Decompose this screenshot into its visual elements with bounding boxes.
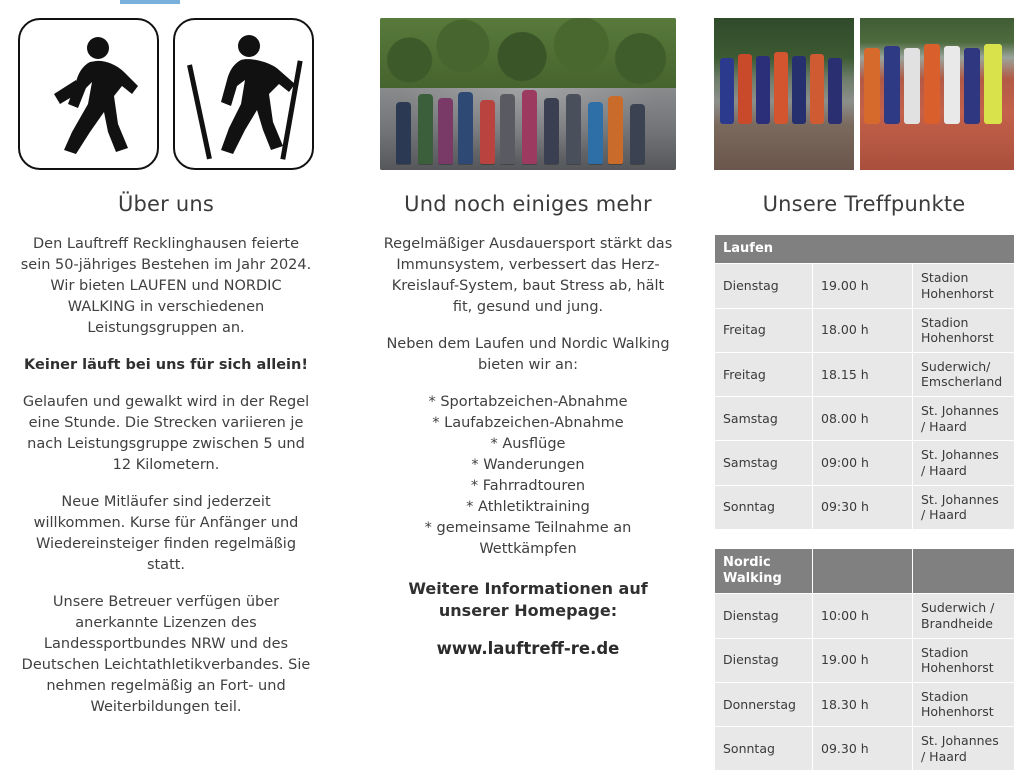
homepage-url[interactable]: www.lauftreff-re.de	[436, 639, 620, 659]
table-row	[715, 308, 1015, 352]
cell-time: 18.15 h	[813, 352, 913, 396]
cell-day: Dienstag	[715, 264, 813, 308]
cell-day: Sonntag	[715, 485, 813, 529]
column-meeting-points	[714, 0, 1014, 771]
running-person-icon	[18, 18, 159, 170]
offer-item: * Laufabzeichen-Abnahme	[432, 415, 624, 432]
cell-time: 09:30 h	[813, 485, 913, 529]
table-row	[715, 727, 1015, 771]
offer-item: * gemeinsame Teilnahme an Wettkämpfen	[424, 520, 632, 558]
homepage-cta: Weitere Informationen auf unserer Homepage:	[408, 579, 648, 620]
cell-time: 19.00 h	[813, 264, 913, 308]
nordic-walking-person-icon	[173, 18, 314, 170]
about-text	[18, 234, 314, 718]
about-paragraph-1: Den Lauftreff Recklinghausen feierte sein 50-jähriges Bestehen im Jahr 2024. Wir bieten LAUFEN und NORDIC WALKING in verschiedenen Leistungsgruppen an.	[20, 236, 312, 337]
table-row	[715, 264, 1015, 308]
table-header-spacer-location	[913, 548, 1015, 594]
photo-running-group	[380, 18, 676, 170]
column-more	[380, 0, 676, 658]
cell-location: Stadion Hohenhorst	[913, 682, 1015, 726]
cell-time: 18.00 h	[813, 308, 913, 352]
table-nordic-walking	[714, 548, 1015, 771]
offer-item: * Sportabzeichen-Abnahme	[428, 394, 628, 411]
table-row	[715, 397, 1015, 441]
cell-day: Donnerstag	[715, 682, 813, 726]
table-title-nordic-walking: Nordic Walking	[715, 548, 813, 594]
cell-time: 09:00 h	[813, 441, 913, 485]
about-paragraph-2: Gelaufen und gewalkt wird in der Regel eine Stunde. Die Strecken variieren je nach Leistungsgruppe zwischen 5 und 12 Kilometern.	[22, 394, 310, 474]
cell-day: Freitag	[715, 352, 813, 396]
table-row	[715, 638, 1015, 682]
table-row	[715, 352, 1015, 396]
cell-day: Dienstag	[715, 594, 813, 638]
offer-item: * Athletiktraining	[466, 499, 590, 516]
offer-item: * Ausflüge	[490, 436, 566, 453]
cell-location: St. Johannes / Haard	[913, 441, 1015, 485]
table-row	[715, 682, 1015, 726]
cell-day: Samstag	[715, 397, 813, 441]
page-title-more: Und noch einiges mehr	[404, 192, 652, 216]
cell-time: 08.00 h	[813, 397, 913, 441]
cell-location: St. Johannes / Haard	[913, 485, 1015, 529]
cell-time: 19.00 h	[813, 638, 913, 682]
table-row	[715, 485, 1015, 529]
offer-item: * Wanderungen	[471, 457, 585, 474]
cell-location: Stadion Hohenhorst	[913, 638, 1015, 682]
table-laufen	[714, 234, 1015, 530]
cell-time: 18.30 h	[813, 682, 913, 726]
table-row	[715, 594, 1015, 638]
page-title-about: Über uns	[117, 192, 215, 216]
table-row	[715, 441, 1015, 485]
table-title-laufen: Laufen	[715, 235, 1015, 264]
offer-item: * Fahrradtouren	[470, 478, 586, 495]
offers-list	[380, 392, 676, 560]
page-title-meeting-points: Unsere Treffpunkte	[762, 192, 966, 216]
cell-day: Samstag	[715, 441, 813, 485]
table-header-row	[715, 548, 1015, 594]
cell-location: St. Johannes / Haard	[913, 727, 1015, 771]
table-header-row	[715, 235, 1015, 264]
cell-time: 10:00 h	[813, 594, 913, 638]
photo-pair	[714, 18, 1014, 170]
cell-location: Stadion Hohenhorst	[913, 264, 1015, 308]
icon-tiles	[18, 18, 314, 170]
more-intro: Regelmäßiger Ausdauersport stärkt das Immunsystem, verbessert das Herz-Kreislauf-System, baut Stress ab, hält fit, gesund und jung.	[383, 236, 673, 316]
cell-location: Suderwich/ Emscherland	[913, 352, 1015, 396]
cell-day: Sonntag	[715, 727, 813, 771]
photo-team-group	[714, 18, 854, 170]
column-about	[18, 0, 314, 734]
about-slogan: Keiner läuft bei uns für sich allein!	[24, 357, 308, 374]
photo-team-track	[860, 18, 1014, 170]
about-paragraph-3: Neue Mitläufer sind jederzeit willkommen. Kurse für Anfänger und Wiedereinsteiger finden regelmäßig statt.	[33, 494, 299, 574]
more-lead-in: Neben dem Laufen und Nordic Walking bieten wir an:	[386, 336, 670, 374]
cell-time: 09.30 h	[813, 727, 913, 771]
cell-location: St. Johannes / Haard	[913, 397, 1015, 441]
cell-day: Freitag	[715, 308, 813, 352]
cell-day: Dienstag	[715, 638, 813, 682]
more-text	[380, 234, 676, 376]
table-header-spacer-time	[813, 548, 913, 594]
cell-location: Suderwich / Brandheide	[913, 594, 1015, 638]
about-paragraph-4: Unsere Betreuer verfügen über anerkannte Lizenzen des Landessportbundes NRW und des Deutschen Leichtathletikverbandes. Sie nehmen regelmäßig an Fort- und Weiterbildungen teil.	[21, 594, 311, 716]
cell-location: Stadion Hohenhorst	[913, 308, 1015, 352]
